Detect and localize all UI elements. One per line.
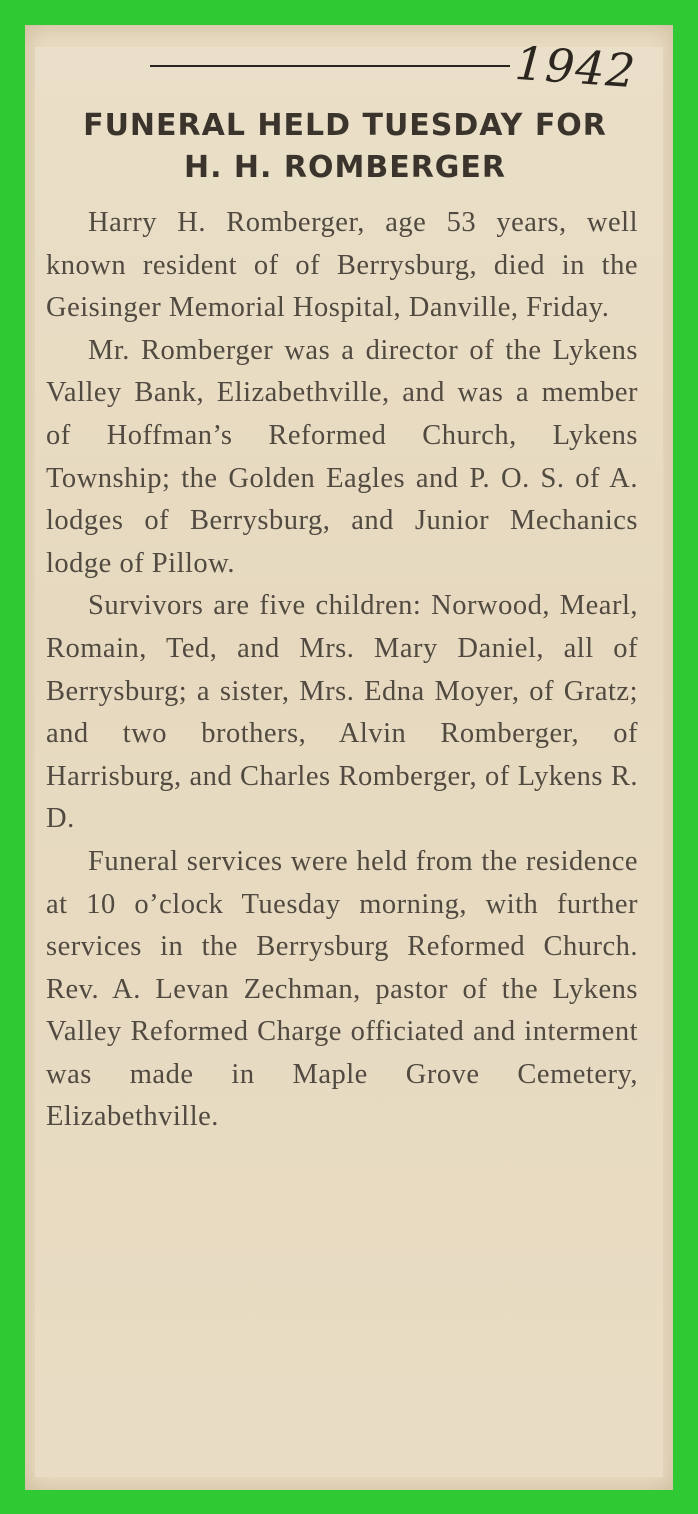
headline-line-2: H. H. ROMBERGER — [183, 150, 507, 185]
paragraph-1: Harry H. Romberger, age 53 years, well known resident of of Berrysburg, died in the Geisinger Memorial Hospital, Danville, Friday. — [46, 207, 638, 324]
paragraph-2: Mr. Romberger was a director of the Lykens Valley Bank, Elizabethville, and was a member of Hoffman’s Reformed Church, Lykens Township; the Golden Eagles and P. O. S. of A. lodges of Berrysburg, and Junior Mechanics lodge of Pillow. — [46, 334, 638, 579]
handwritten-year: 1942 — [513, 35, 638, 99]
article-body — [46, 202, 638, 1139]
headline — [30, 105, 660, 189]
header-rule — [150, 65, 510, 67]
paragraph-3: Survivors are five children: Norwood, Mearl, Romain, Ted, and Mrs. Mary Daniel, all of Berrysburg; a sister, Mrs. Edna Moyer, of Gratz; and two brothers, Alvin Romberger, of Harrisburg, and Charles Romberger, of Lykens R. D. — [46, 590, 638, 835]
paragraph-4: Funeral services were held from the residence at 10 o’clock Tuesday morning, with further services in the Berrysburg Reformed Church. Rev. A. Levan Zechman, pastor of the Lykens Valley Reformed Charge officiated and interment was made in Maple Grove Cemetery, Elizabethville. — [46, 845, 638, 1133]
headline-line-1: FUNERAL HELD TUESDAY FOR — [83, 108, 607, 143]
